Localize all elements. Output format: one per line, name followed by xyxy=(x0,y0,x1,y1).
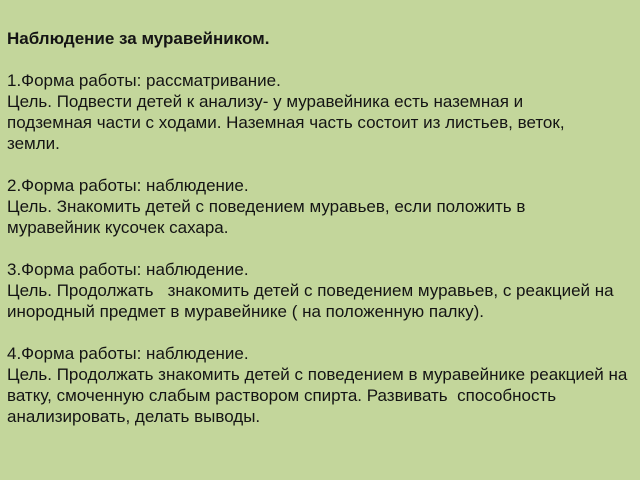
section-3 xyxy=(7,259,635,322)
section-1 xyxy=(7,70,635,154)
section-goal: Цель. Знакомить детей с поведением муравьев, если положить в муравейник кусочек сахара. xyxy=(7,197,526,237)
section-4 xyxy=(7,343,635,427)
section-form: 2.Форма работы: наблюдение. xyxy=(7,176,249,195)
section-form: 4.Форма работы: наблюдение. xyxy=(7,344,249,363)
slide-title: Наблюдение за муравейником. xyxy=(7,29,270,48)
section-goal: Цель. Продолжать знакомить детей с поведением муравьев, с реакцией на инородный предмет в муравейнике ( на положенную палку). xyxy=(7,281,619,321)
slide-content xyxy=(7,28,635,448)
spacer xyxy=(7,49,635,70)
section-form: 1.Форма работы: рассматривание. xyxy=(7,71,281,90)
section-2 xyxy=(7,175,635,238)
section-goal: Цель. Продолжать знакомить детей с поведением в муравейнике реакцией на ватку, смоченную слабым раствором спирта. Развивать способность анализировать, делать выводы. xyxy=(7,365,633,426)
section-goal: Цель. Подвести детей к анализу- у муравейника есть наземная и подземная части с ходами. Наземная часть состоит из листьев, веток, земли. xyxy=(7,92,565,153)
section-form: 3.Форма работы: наблюдение. xyxy=(7,260,249,279)
